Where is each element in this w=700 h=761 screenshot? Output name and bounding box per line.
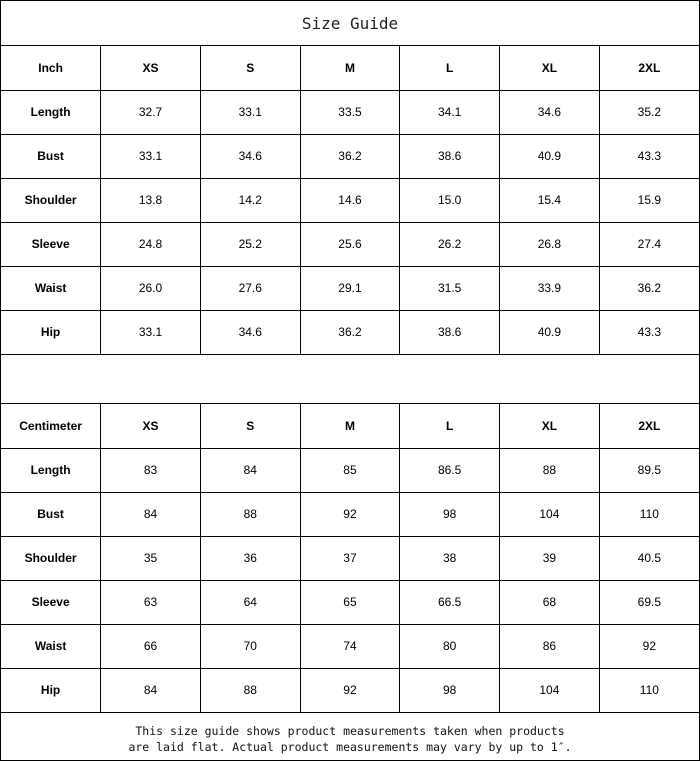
table-cell: 26.2	[400, 222, 500, 266]
inch-header-row	[1, 46, 699, 90]
table-cell: 66.5	[400, 580, 500, 624]
table-cell: 38.6	[400, 310, 500, 354]
table-cell: 13.8	[101, 178, 201, 222]
inch-table	[1, 46, 699, 355]
inch-size-header: XL	[500, 46, 600, 90]
table-cell: 25.2	[200, 222, 300, 266]
table-cell: 40.9	[500, 310, 600, 354]
table-cell: 92	[599, 624, 699, 668]
table-cell: 68	[500, 580, 600, 624]
table-cell: 33.1	[101, 134, 201, 178]
table-cell: 98	[400, 492, 500, 536]
table-cell: 89.5	[599, 448, 699, 492]
row-label: Length	[1, 90, 101, 134]
cm-header-row	[1, 404, 699, 448]
measurement-note	[1, 717, 699, 760]
table-cell: 36.2	[300, 310, 400, 354]
inch-size-header: 2XL	[599, 46, 699, 90]
cm-size-header: 2XL	[599, 404, 699, 448]
table-row	[1, 178, 699, 222]
table-cell: 34.1	[400, 90, 500, 134]
cm-size-header: XS	[101, 404, 201, 448]
table-cell: 15.9	[599, 178, 699, 222]
table-cell: 92	[300, 492, 400, 536]
table-cell: 39	[500, 536, 600, 580]
row-label: Sleeve	[1, 580, 101, 624]
table-row	[1, 90, 699, 134]
table-cell: 38.6	[400, 134, 500, 178]
table-cell: 84	[101, 668, 201, 712]
row-label: Waist	[1, 266, 101, 310]
table-cell: 70	[200, 624, 300, 668]
row-label: Bust	[1, 134, 101, 178]
table-cell: 92	[300, 668, 400, 712]
note-line: This size guide shows product measurements taken when products	[135, 723, 565, 738]
centimeter-table	[1, 404, 699, 713]
table-row	[1, 266, 699, 310]
table-cell: 43.3	[599, 310, 699, 354]
table-cell: 34.6	[500, 90, 600, 134]
table-cell: 110	[599, 668, 699, 712]
table-cell: 104	[500, 492, 600, 536]
row-label: Bust	[1, 492, 101, 536]
table-cell: 36.2	[300, 134, 400, 178]
row-label: Hip	[1, 668, 101, 712]
table-cell: 83	[101, 448, 201, 492]
table-cell: 33.1	[101, 310, 201, 354]
table-cell: 88	[200, 668, 300, 712]
table-cell: 27.4	[599, 222, 699, 266]
table-cell: 88	[500, 448, 600, 492]
table-cell: 15.4	[500, 178, 600, 222]
table-cell: 33.1	[200, 90, 300, 134]
row-label: Sleeve	[1, 222, 101, 266]
table-cell: 40.9	[500, 134, 600, 178]
table-cell: 84	[101, 492, 201, 536]
table-cell: 36.2	[599, 266, 699, 310]
table-cell: 110	[599, 492, 699, 536]
table-cell: 14.6	[300, 178, 400, 222]
table-cell: 38	[400, 536, 500, 580]
table-cell: 35.2	[599, 90, 699, 134]
table-cell: 86	[500, 624, 600, 668]
row-label: Length	[1, 448, 101, 492]
table-row	[1, 492, 699, 536]
table-row	[1, 668, 699, 712]
table-cell: 33.9	[500, 266, 600, 310]
table-cell: 25.6	[300, 222, 400, 266]
table-cell: 34.6	[200, 134, 300, 178]
table-cell: 26.8	[500, 222, 600, 266]
page-title: Size Guide	[1, 1, 699, 46]
row-label: Shoulder	[1, 178, 101, 222]
row-label: Hip	[1, 310, 101, 354]
table-cell: 65	[300, 580, 400, 624]
table-cell: 40.5	[599, 536, 699, 580]
cm-size-header: S	[200, 404, 300, 448]
table-cell: 88	[200, 492, 300, 536]
table-cell: 104	[500, 668, 600, 712]
table-cell: 37	[300, 536, 400, 580]
table-cell: 26.0	[101, 266, 201, 310]
table-row	[1, 134, 699, 178]
table-spacer	[1, 359, 699, 404]
table-cell: 86.5	[400, 448, 500, 492]
table-cell: 69.5	[599, 580, 699, 624]
table-cell: 29.1	[300, 266, 400, 310]
cm-size-header: L	[400, 404, 500, 448]
cm-size-header: XL	[500, 404, 600, 448]
inch-size-header: XS	[101, 46, 201, 90]
table-cell: 24.8	[101, 222, 201, 266]
table-cell: 31.5	[400, 266, 500, 310]
inch-size-header: S	[200, 46, 300, 90]
table-row	[1, 624, 699, 668]
note-line: are laid flat. Actual product measurements may vary by up to 1″.	[128, 739, 572, 754]
table-cell: 84	[200, 448, 300, 492]
table-cell: 27.6	[200, 266, 300, 310]
table-cell: 14.2	[200, 178, 300, 222]
table-cell: 74	[300, 624, 400, 668]
table-row	[1, 448, 699, 492]
inch-size-header: L	[400, 46, 500, 90]
table-row	[1, 580, 699, 624]
table-cell: 80	[400, 624, 500, 668]
table-cell: 15.0	[400, 178, 500, 222]
cm-unit-header: Centimeter	[1, 404, 101, 448]
table-cell: 98	[400, 668, 500, 712]
table-cell: 43.3	[599, 134, 699, 178]
row-label: Shoulder	[1, 536, 101, 580]
row-label: Waist	[1, 624, 101, 668]
table-cell: 36	[200, 536, 300, 580]
table-row	[1, 536, 699, 580]
table-cell: 63	[101, 580, 201, 624]
table-cell: 66	[101, 624, 201, 668]
inch-size-header: M	[300, 46, 400, 90]
table-cell: 34.6	[200, 310, 300, 354]
table-cell: 64	[200, 580, 300, 624]
table-cell: 35	[101, 536, 201, 580]
table-cell: 33.5	[300, 90, 400, 134]
cm-size-header: M	[300, 404, 400, 448]
inch-unit-header: Inch	[1, 46, 101, 90]
table-cell: 85	[300, 448, 400, 492]
table-cell: 32.7	[101, 90, 201, 134]
table-row	[1, 222, 699, 266]
table-row	[1, 310, 699, 354]
